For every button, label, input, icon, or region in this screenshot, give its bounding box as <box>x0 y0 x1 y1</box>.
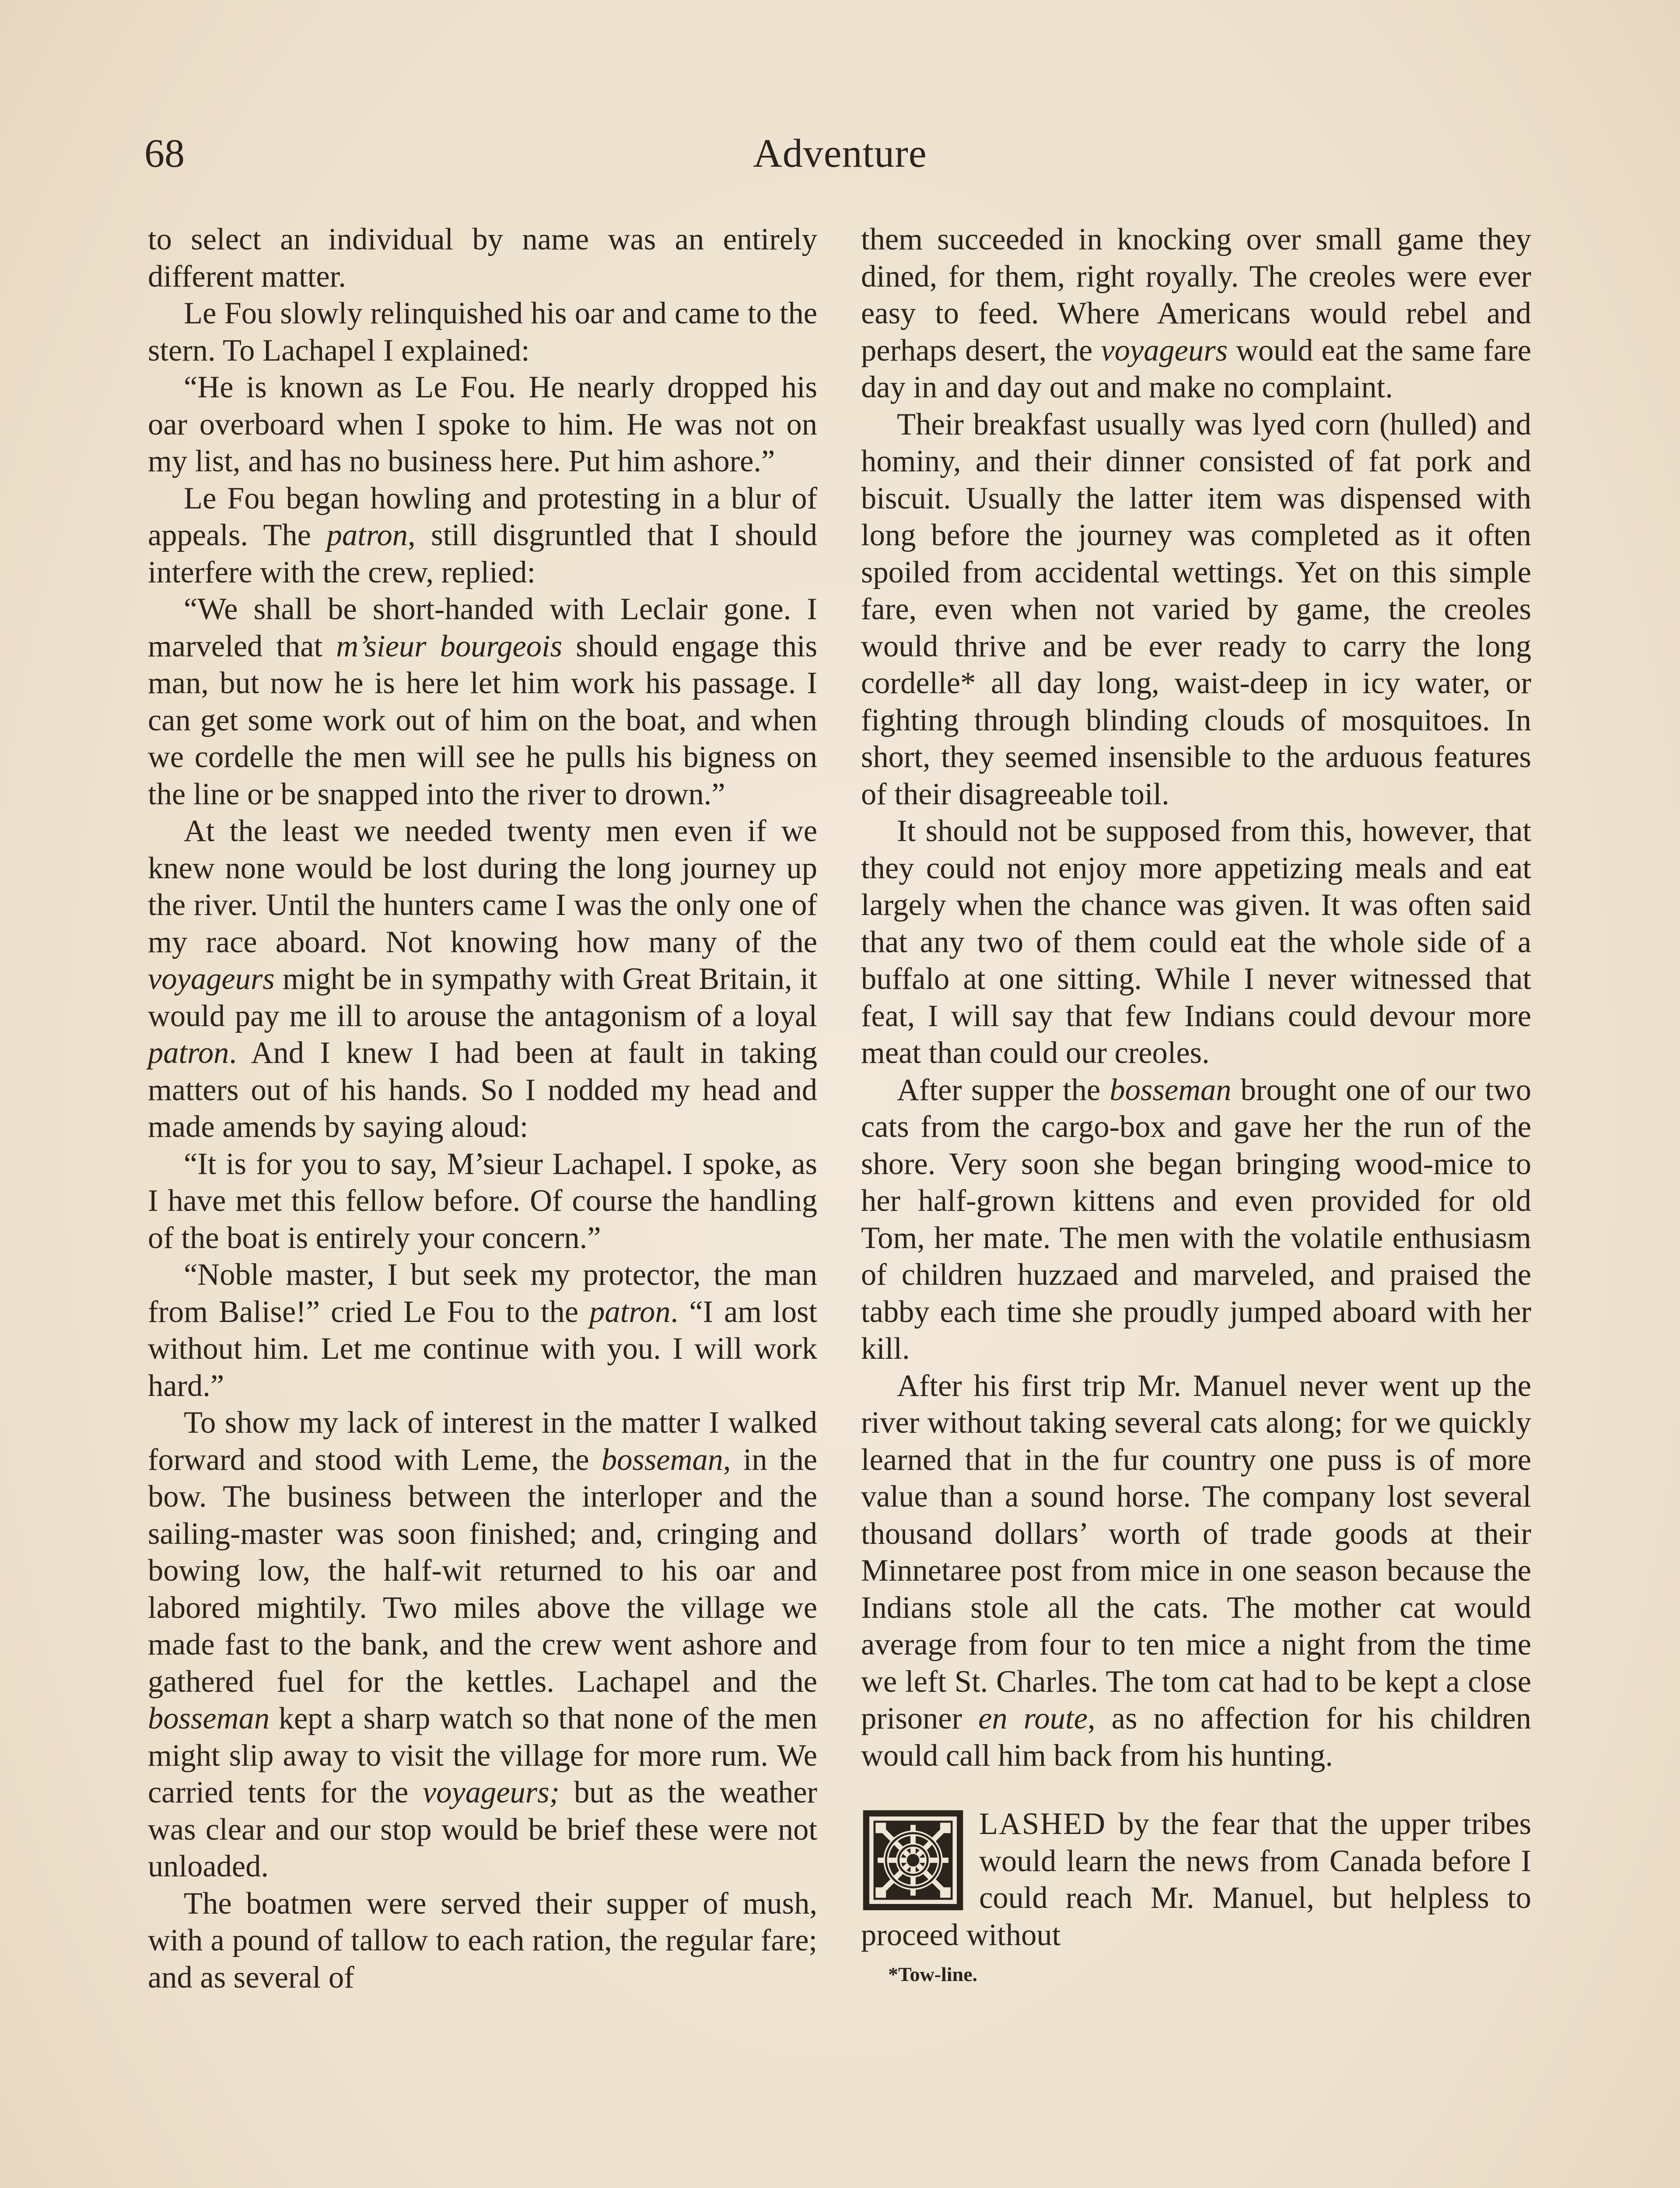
left_column-paragraph: To show my lack of interest in the matter I walked forward and stood with Leme, the bosseman, in the bow. The business between the interloper and the sailing-master was soon finished; and, cringing and bowing low, the half-wit returned to his oar and labored mightily. Two miles above the village we made fast to the bank, and the crew went ashore and gathered fuel for the kettles. Lachapel and the bosseman kept a sharp watch so that none of the men might slip away to visit the village for more rum. We carried tents for the voyageurs; but as the weather was clear and our stop would be brief these were not unloaded. <box>148 1406 817 1883</box>
right_column-paragraph: It should not be supposed from this, however, that they could not enjoy more appetizing meals and eat largely when the chance was given. It was often said that any two of them could eat the whole side of a buffalo at one sitting. While I never witnessed that feat, I will say that few Indians could devour more meat than could our creoles. <box>861 814 1531 1070</box>
right-column-paragraphs <box>861 221 1531 1774</box>
right-text-column <box>861 221 1531 1988</box>
page-number: 68 <box>144 131 185 175</box>
magazine-title: Adventure <box>753 131 927 175</box>
running-head <box>144 125 1536 182</box>
right_column-paragraph: After supper the bosseman brought one of our two cats from the cargo-box and gave her the run of the shore. Very soon she began bringing wood-mice to her half-grown kittens and even provided for old Tom, her mate. The men with the volatile enthusiasm of children huzzaed and marveled, and praised the tabby each time she proudly jumped aboard with her kill. <box>861 1073 1532 1366</box>
left_column-paragraph: “We shall be short-handed with Leclair gone. I marveled that m’sieur bourgeois should engage this man, but now he is here let him work his passage. I can get some work out of him on the boat, and when we cordelle the men will see he pulls his bigness on the line or be snapped into the river to drown.” <box>148 592 817 811</box>
left_column-paragraph: “It is for you to say, M’sieur Lachapel. I spoke, as I have met this fellow before. Of course the handling of the boat is entirely your concern.” <box>148 1147 817 1255</box>
left_column-paragraph: Le Fou began howling and protesting in a blur of appeals. The patron, still disgruntled that I should interfere with the crew, replied: <box>148 481 817 589</box>
footnote: *Tow-line. <box>888 1963 978 1985</box>
left_column-paragraph: Le Fou slowly relinquished his oar and came to the stern. To Lachapel I explained: <box>148 296 817 368</box>
left_column-paragraph: to select an individual by name was an entirely different matter. <box>148 222 817 294</box>
left_column-paragraph: “He is known as Le Fou. He nearly dropped his oar overboard when I spoke to him. He was not on my list, and has no business here. Put him ashore.” <box>148 370 817 478</box>
left_column-paragraph: “Noble master, I but seek my protector, the man from Balise!” cried Le Fou to the patron. “I am lost without him. Let me continue with you. I will work hard.” <box>148 1258 817 1403</box>
section-break-text: by the fear that the upper tribes would learn the news from Canada before I could reach Mr. Manuel, but helpless to proceed without <box>861 1807 1531 1952</box>
section-lead-word: LASHED <box>979 1807 1106 1841</box>
left_column-paragraph: At the least we needed twenty men even if we knew none would be lost during the long journey up the river. Until the hunters came I was the only one of my race aboard. Not knowing how many of the voyageurs might be in sympathy with Great Britain, it would pay me ill to arouse the antagonism of a loyal patron. And I knew I had been at fault in taking matters out of his hands. So I nodded my head and made amends by saying aloud: <box>148 814 817 1144</box>
left_column-paragraph: The boatmen were served their supper of mush, with a pound of tallow to each ration, the regular fare; and as several of <box>148 1886 817 1995</box>
right_column-paragraph: After his first trip Mr. Manuel never went up the river without taking several cats along; for we quickly learned that in the fur country one puss is of more value than a sound horse. The company lost several thousand dollars’ worth of trade goods at their Minnetaree post from mice in one season because the Indians stole all the cats. The mother cat would average from four to ten mice a night from the time we left St. Charles. The tom cat had to be kept a close prisoner en route, as no affection for his children would call him back from his hunting. <box>861 1368 1531 1773</box>
section-break <box>861 1806 1531 1953</box>
celtic-knot-ornament-icon <box>861 1808 965 1912</box>
right_column-paragraph: them succeeded in knocking over small game they dined, for them, right royally. The creoles were ever easy to feed. Where Americans would rebel and perhaps desert, the voyageurs would eat the same fare day in and day out and make no complaint. <box>861 222 1531 404</box>
right_column-paragraph: Their breakfast usually was lyed corn (hulled) and hominy, and their dinner consisted of fat pork and biscuit. Usually the latter item was dispensed with long before the journey was completed as it often spoiled from accidental wettings. Yet on this simple fare, even when not varied by game, the creoles would thrive and be ever ready to carry the long cordelle* all day long, waist-deep in icy water, or fighting through blinding clouds of mosquitoes. In short, they seemed insensible to the arduous features of their disagreeable toil. <box>861 407 1531 811</box>
left-text-column <box>148 221 817 1996</box>
